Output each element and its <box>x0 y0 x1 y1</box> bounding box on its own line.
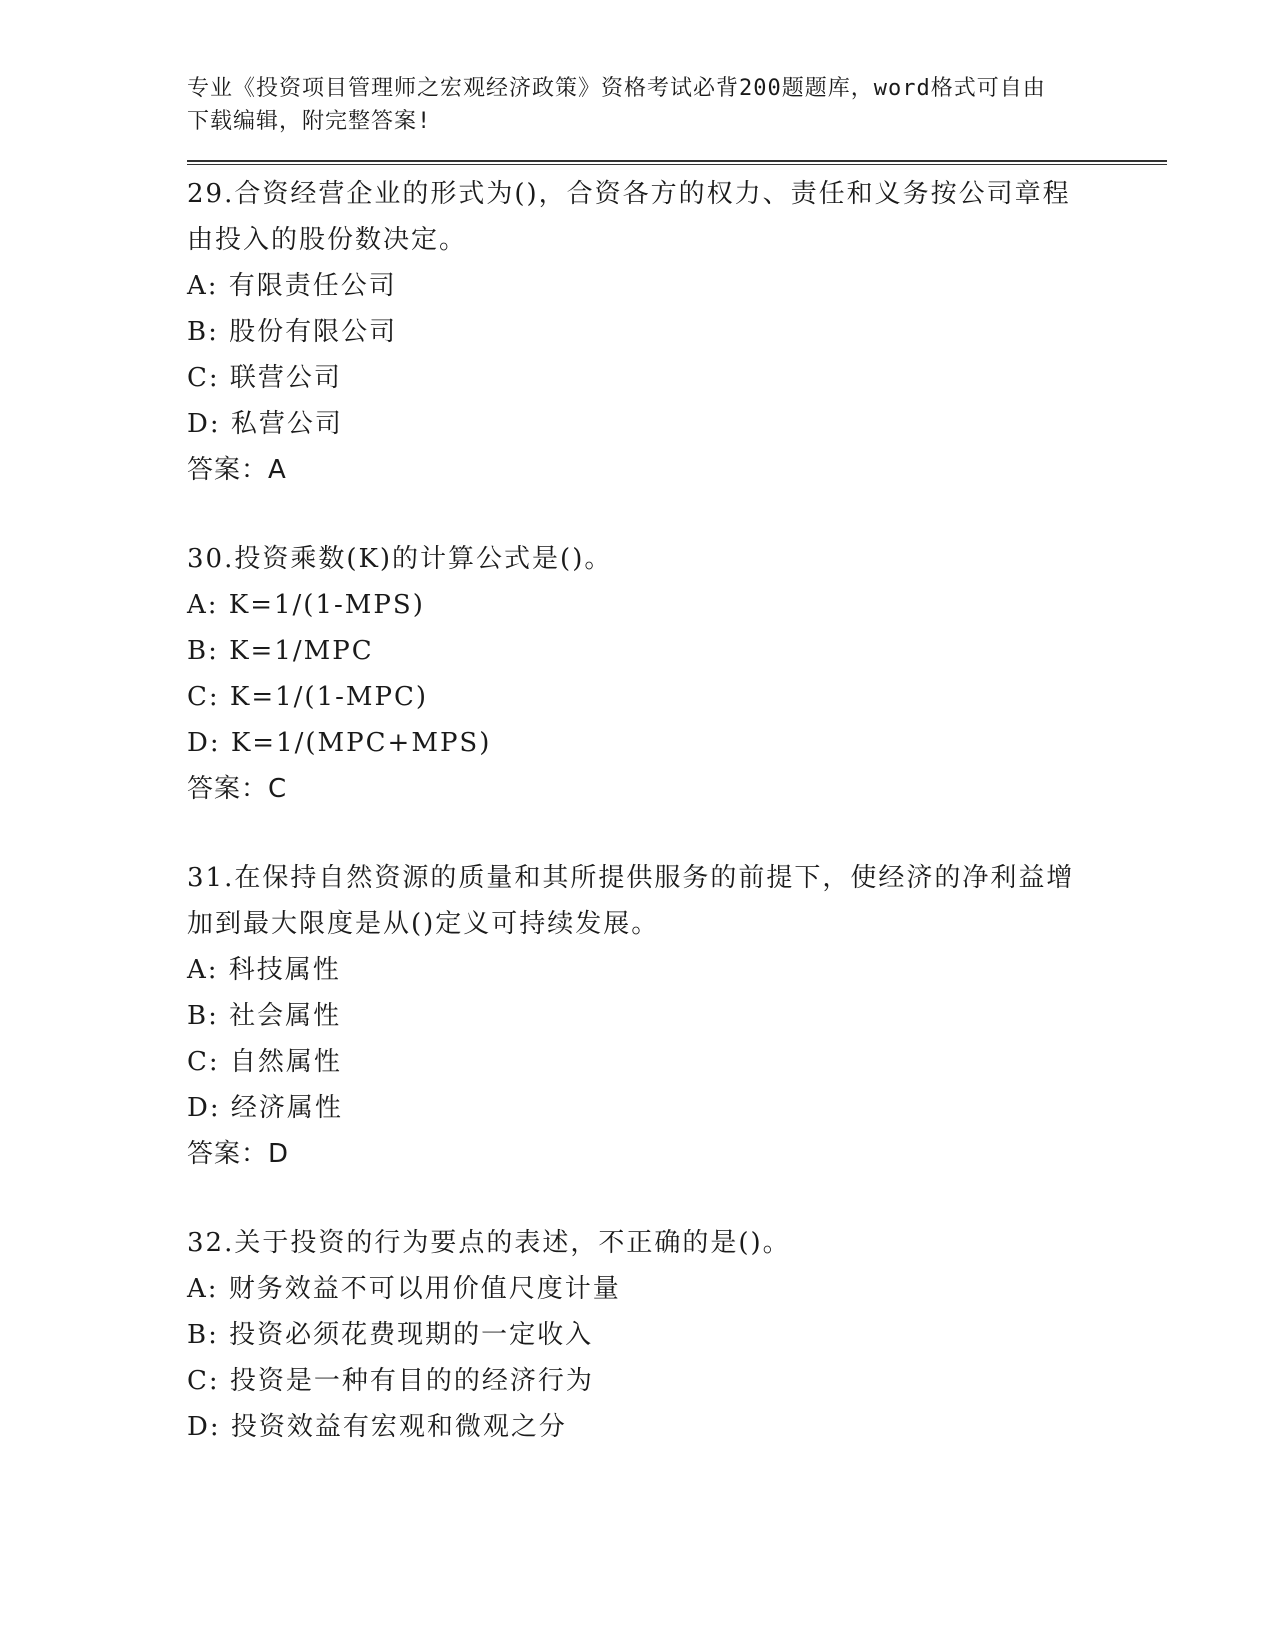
question-stem: 31.在保持自然资源的质量和其所提供服务的前提下，使经济的净利益增加到最大限度是从()定义可持续发展。 <box>187 863 1075 939</box>
option-c: C: 联营公司 <box>187 363 342 393</box>
question-31 <box>187 855 1167 1177</box>
question-29 <box>187 171 1167 493</box>
option-a: A: K=1/(1-MPS) <box>187 590 425 620</box>
option-a: A: 财务效益不可以用价值尺度计量 <box>187 1274 621 1304</box>
option-d: D: 经济属性 <box>187 1093 343 1123</box>
question-32 <box>187 1220 1167 1450</box>
question-list <box>187 171 1167 1450</box>
answer-line: 答案：D <box>187 1139 290 1169</box>
option-c: C: 投资是一种有目的的经济行为 <box>187 1366 594 1396</box>
answer-line: 答案：C <box>187 774 288 804</box>
answer-line: 答案：A <box>187 455 287 485</box>
header-divider <box>187 160 1167 165</box>
option-b: B: 社会属性 <box>187 1001 342 1031</box>
document-page <box>187 72 1167 1493</box>
question-30 <box>187 536 1167 812</box>
option-b: B: 投资必须花费现期的一定收入 <box>187 1320 594 1350</box>
question-stem: 29.合资经营企业的形式为()，合资各方的权力、责任和义务按公司章程由投入的股份数决定。 <box>187 179 1071 255</box>
option-d: D: K=1/(MPC+MPS) <box>187 728 492 758</box>
option-a: A: 科技属性 <box>187 955 341 985</box>
option-c: C: K=1/(1-MPC) <box>187 682 429 712</box>
option-d: D: 私营公司 <box>187 409 343 439</box>
question-stem: 32.关于投资的行为要点的表述，不正确的是()。 <box>187 1228 791 1258</box>
option-a: A: 有限责任公司 <box>187 271 397 301</box>
document-header: 专业《投资项目管理师之宏观经济政策》资格考试必背200题题库，word格式可自由下载编辑，附完整答案! <box>187 76 1046 134</box>
option-b: B: 股份有限公司 <box>187 317 398 347</box>
option-d: D: 投资效益有宏观和微观之分 <box>187 1412 567 1442</box>
option-b: B: K=1/MPC <box>187 636 374 666</box>
option-c: C: 自然属性 <box>187 1047 342 1077</box>
question-stem: 30.投资乘数(K)的计算公式是()。 <box>187 544 613 574</box>
